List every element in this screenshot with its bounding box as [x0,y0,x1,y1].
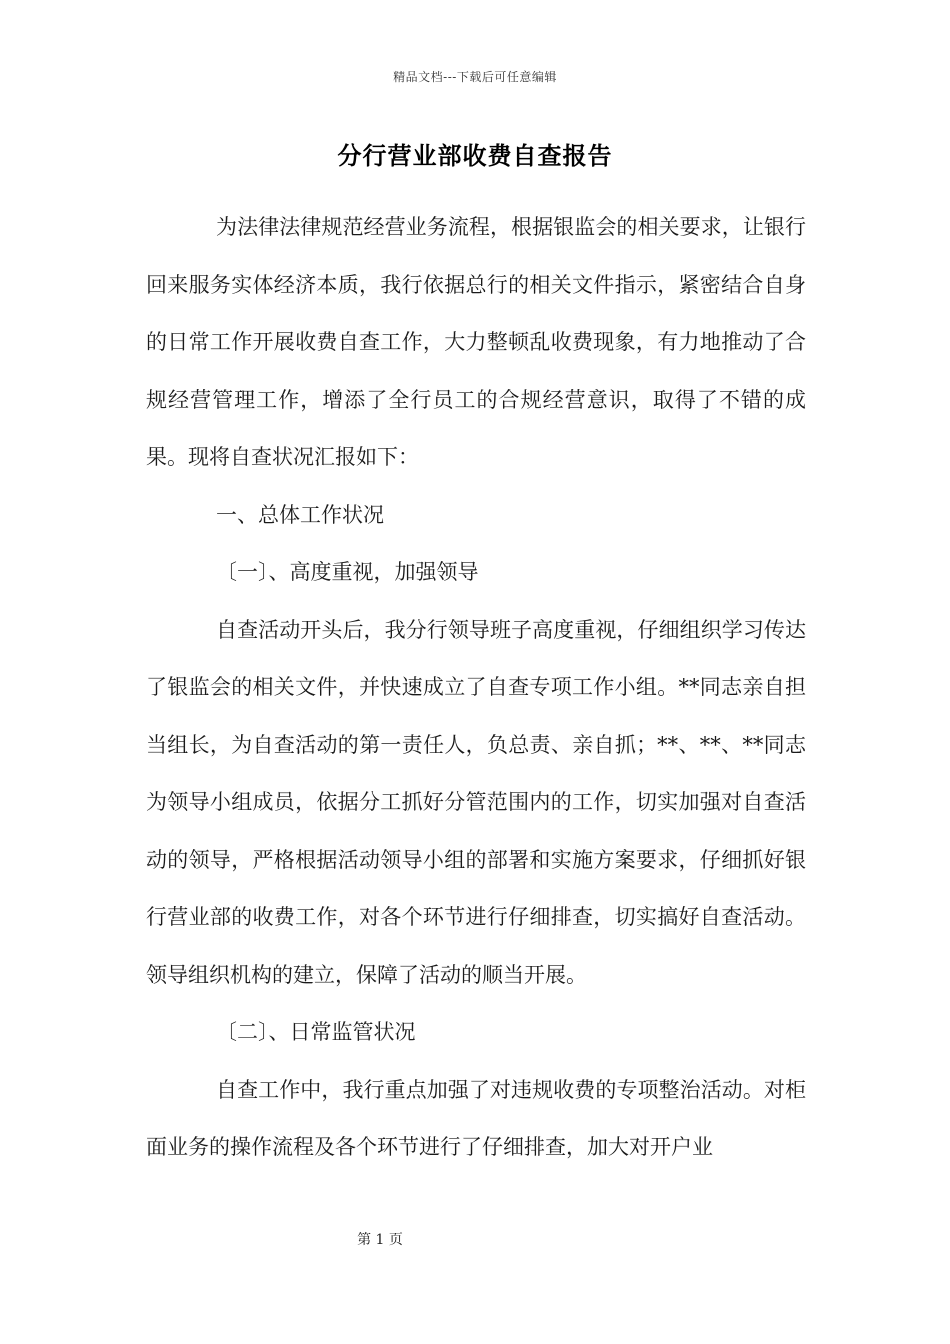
paragraph-intro: 为法律法律规范经营业务流程，根据银监会的相关要求，让银行回来服务实体经济本质，我行依据总行的相关文件指示，紧密结合自身的日常工作开展收费自查工作，大力整顿乱收费现象，有力地推动了合规经营管理工作，增添了全行员工的合规经营意识，取得了不错的成果。现将自查状况汇报如下： [146,215,806,469]
subsection-heading-supervision: 〔二〕、日常监管状况 [216,1020,416,1044]
section-heading-overall: 一、总体工作状况 [216,502,384,527]
document-body [146,199,806,1177]
paragraph-supervision: 自查工作中，我行重点加强了对违规收费的专项整治活动。对柜面业务的操作流程及各个环节进行了仔细排查，加大对开户业 [146,1077,806,1159]
paragraph-leadership: 自查活动开头后，我分行领导班子高度重视，仔细组织学习传达了银监会的相关文件，并快速成立了自查专项工作小组。**同志亲自担当组长，为自查活动的第一责任人，负总责、亲自抓；**、**、**同志为领导小组成员，依据分工抓好分管范围内的工作，切实加强对自查活动的领导，严格根据活动领导小组的部署和实施方案要求，仔细抓好银行营业部的收费工作，对各个环节进行仔细排查，切实搞好自查活动。领导组织机构的建立，保障了活动的顺当开展。 [146,617,806,987]
document-title: 分行营业部收费自查报告 [337,141,613,170]
subsection-heading-leadership: 〔一〕、高度重视，加强领导 [216,560,479,584]
header-note: 精品文档---下载后可任意编辑 [393,70,557,84]
page-number: 第 1 页 [357,1232,403,1248]
